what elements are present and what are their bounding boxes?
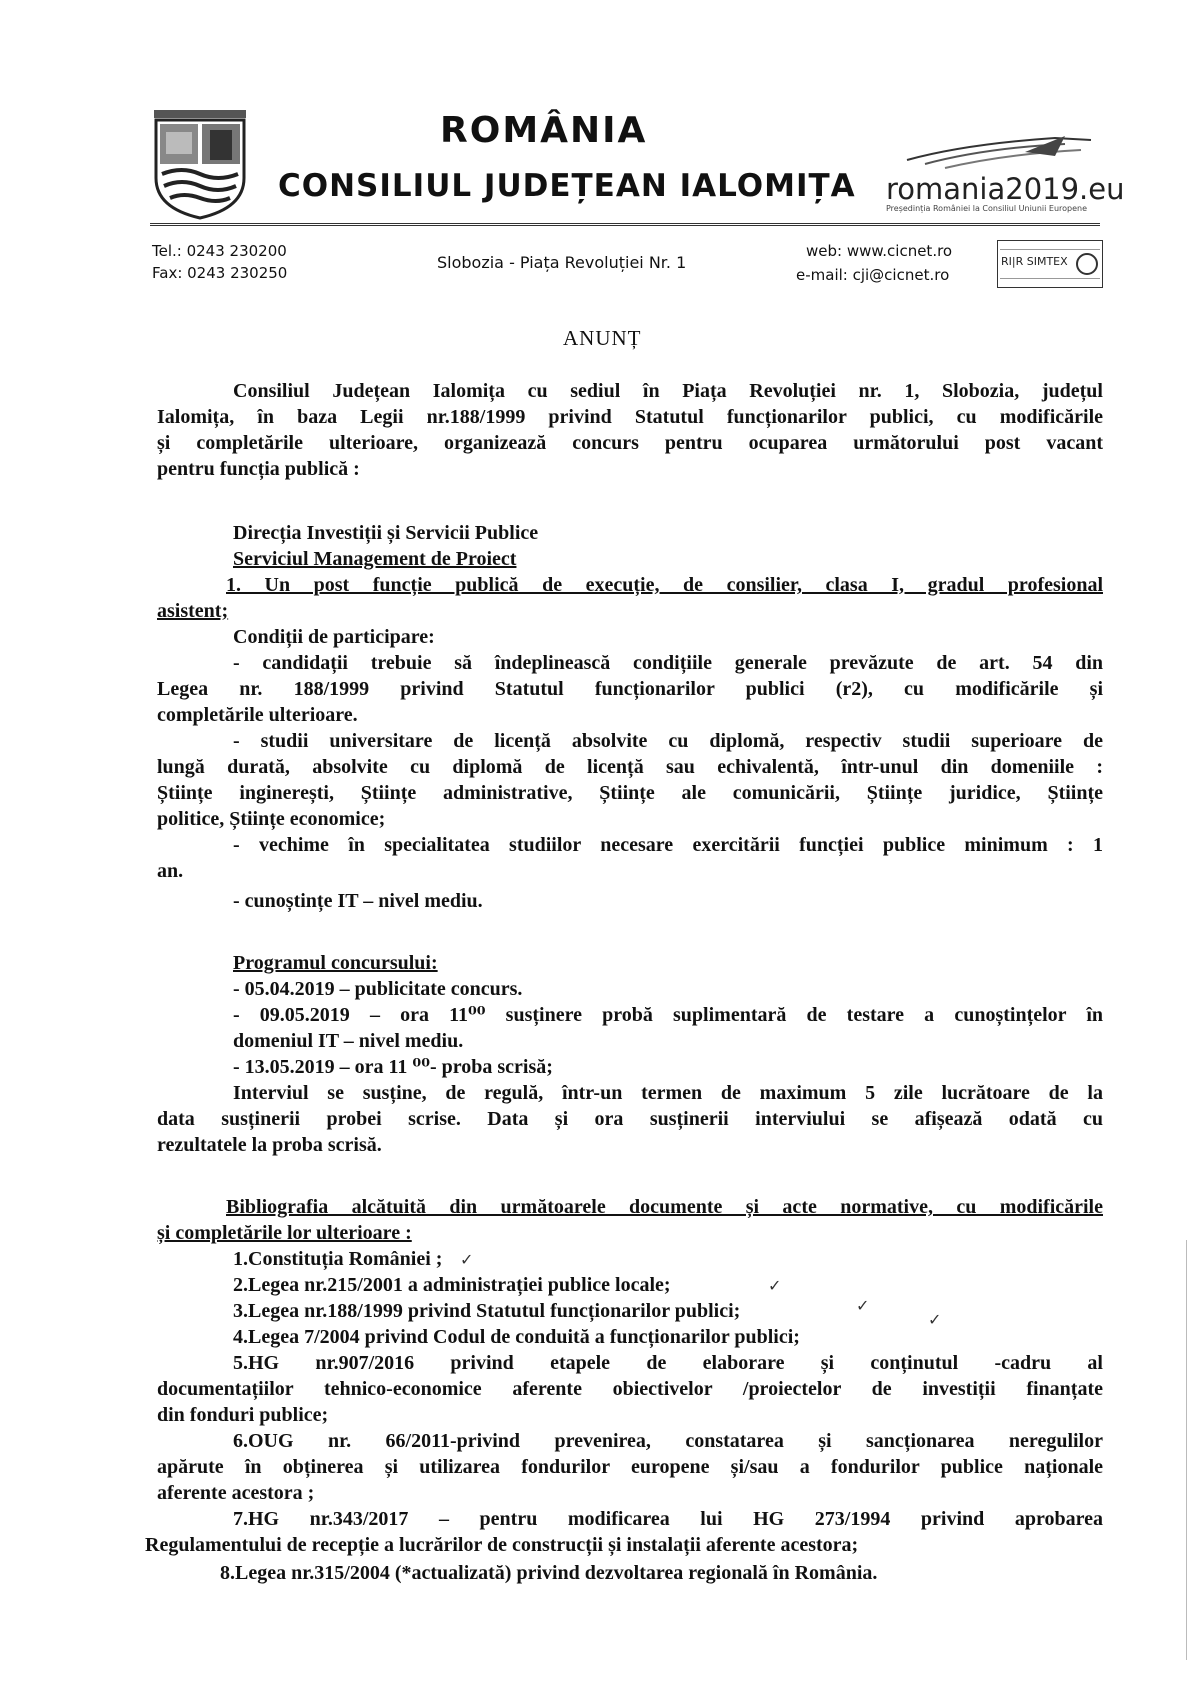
post-line-1: 1. Un post funcție publică de execuție, de consilier, clasa I, gradul profesional [226,574,1103,596]
intro-line-2: Ialomița, în baza Legii nr.188/1999 privind Statutul funcționarilor publici, cu modificările [157,406,1103,428]
bibliography-item-6-line-1: 6.OUG nr. 66/2011-privind prevenirea, constatarea și sancționarea neregulilor [233,1430,1103,1452]
bibliography-item-4: 4.Legea 7/2004 privind Codul de conduită a funcționarilor publici; [233,1326,800,1348]
certification-logo [997,240,1103,288]
condition-line-9: an. [157,860,184,882]
romania2019-subtitle: Președinția României la Consiliul Uniunii Europene [886,204,1088,213]
bibliography-item-3: 3.Legea nr.188/1999 privind Statutul funcționarilor publici; [233,1300,741,1322]
condition-line-7: politice, Științe economice; [157,808,386,830]
conditions-heading: Condiții de participare: [233,626,435,648]
program-line-6: data susținerii probei scrise. Data și ora susținerii interviului se afișează odată cu [157,1108,1103,1130]
condition-line-2: Legea nr. 188/1999 privind Statutul funcționarilor publici (r2), cu modificările și [157,678,1103,700]
address: Slobozia - Piața Revoluției Nr. 1 [437,253,687,272]
intro-line-3: și completările ulterioare, organizează concurs pentru ocuparea următorului post vacant [157,432,1103,454]
checkmark-icon: ✓ [460,1250,474,1269]
program-line-2: - 09.05.2019 – ora 11⁰⁰ susținere probă suplimentară de testare a cunoștințelor în [233,1004,1103,1026]
program-line-7: rezultatele la proba scrisă. [157,1134,382,1156]
telephone: Tel.: 0243 230200 [152,242,287,260]
scan-edge-line [1186,1240,1187,1660]
country-title: ROMÂNIA [440,110,648,151]
condition-line-4: - studii universitare de licență absolvite cu diplomă, respectiv studii superioare de [233,730,1103,752]
condition-line-10: - cunoștințe IT – nivel mediu. [233,890,483,912]
cert-top-strip [1000,243,1100,250]
intro-line-4: pentru funcția publică : [157,458,360,480]
condition-line-5: lungă durată, absolvite cu diplomă de licență sau echivalentă, într-unul din domeniile : [157,756,1103,778]
intro-line-1: Consiliul Județean Ialomița cu sediul în Piața Revoluției nr. 1, Slobozia, județul [233,380,1103,402]
bibliography-item-2: 2.Legea nr.215/2001 a administrației publice locale; [233,1274,671,1296]
program-line-1: - 05.04.2019 – publicitate concurs. [233,978,523,1000]
romania2019-logo-icon [905,130,1095,174]
bibliography-item-5-line-2: documentațiilor tehnico-economice aferente obiectivelor /proiectelor de investiții finanțate [157,1378,1103,1400]
romania2019-logo-text: romania2019.eu [886,172,1125,206]
program-line-5: Interviul se susține, de regulă, într-un termen de maximum 5 zile lucrătoare de la [233,1082,1103,1104]
checkmark-icon: ✓ [928,1310,942,1329]
bibliography-item-5-line-3: din fonduri publice; [157,1404,329,1426]
condition-line-3: completările ulterioare. [157,704,358,726]
program-line-4: - 13.05.2019 – ora 11 ⁰⁰- proba scrisă; [233,1056,553,1078]
condition-line-1: - candidații trebuie să îndeplinească condițiile generale prevăzute de art. 54 din [233,652,1103,674]
program-line-3: domeniul IT – nivel mediu. [233,1030,464,1052]
bibliography-item-8: 8.Legea nr.315/2004 (*actualizată) privind dezvoltarea regională în România. [220,1562,878,1584]
document-title: ANUNȚ [563,326,642,350]
cert-label: RI|R SIMTEX [1001,255,1068,268]
bibliography-item-1: 1.Constituția României ; [233,1248,443,1270]
directorate-name: Direcția Investiții și Servicii Publice [233,522,539,544]
email: e-mail: cji@cicnet.ro [796,266,950,284]
council-title: CONSILIUL JUDEȚEAN IALOMIȚA [278,168,856,204]
bibliography-heading-1: Bibliografia alcătuită din următoarele documente și acte normative, cu modificările [226,1196,1103,1218]
bibliography-item-6-line-2: apărute în obținerea și utilizarea fondurilor europene și/sau a fondurilor publice naționale [157,1456,1103,1478]
bibliography-heading-2: și completările lor ulterioare : [157,1222,412,1244]
checkmark-icon: ✓ [856,1296,870,1315]
website: web: www.cicnet.ro [806,242,953,260]
cert-seal-icon [1076,253,1098,275]
cert-bottom-strip [1000,278,1100,285]
service-name: Serviciul Management de Proiect [233,548,517,570]
county-crest-icon [152,108,248,220]
fax: Fax: 0243 230250 [152,264,288,282]
bibliography-item-7-line-2: Regulamentului de recepție a lucrărilor de construcții și instalații aferente acestora; [145,1534,859,1556]
bibliography-item-6-line-3: aferente acestora ; [157,1482,315,1504]
post-line-2: asistent; [157,600,229,622]
condition-line-6: Științe inginerești, Științe administrative, Științe ale comunicării, Științe juridice, Științe [157,782,1103,804]
bibliography-item-7-line-1: 7.HG nr.343/2017 – pentru modificarea lui HG 273/1994 privind aprobarea [233,1508,1103,1530]
program-heading: Programul concursului: [233,952,438,974]
condition-line-8: - vechime în specialitatea studiilor necesare exercitării funcției publice minimum : 1 [233,834,1103,856]
bibliography-item-5-line-1: 5.HG nr.907/2016 privind etapele de elaborare și conținutul -cadru al [233,1352,1103,1374]
header-divider [150,223,1100,226]
checkmark-icon: ✓ [768,1276,782,1295]
